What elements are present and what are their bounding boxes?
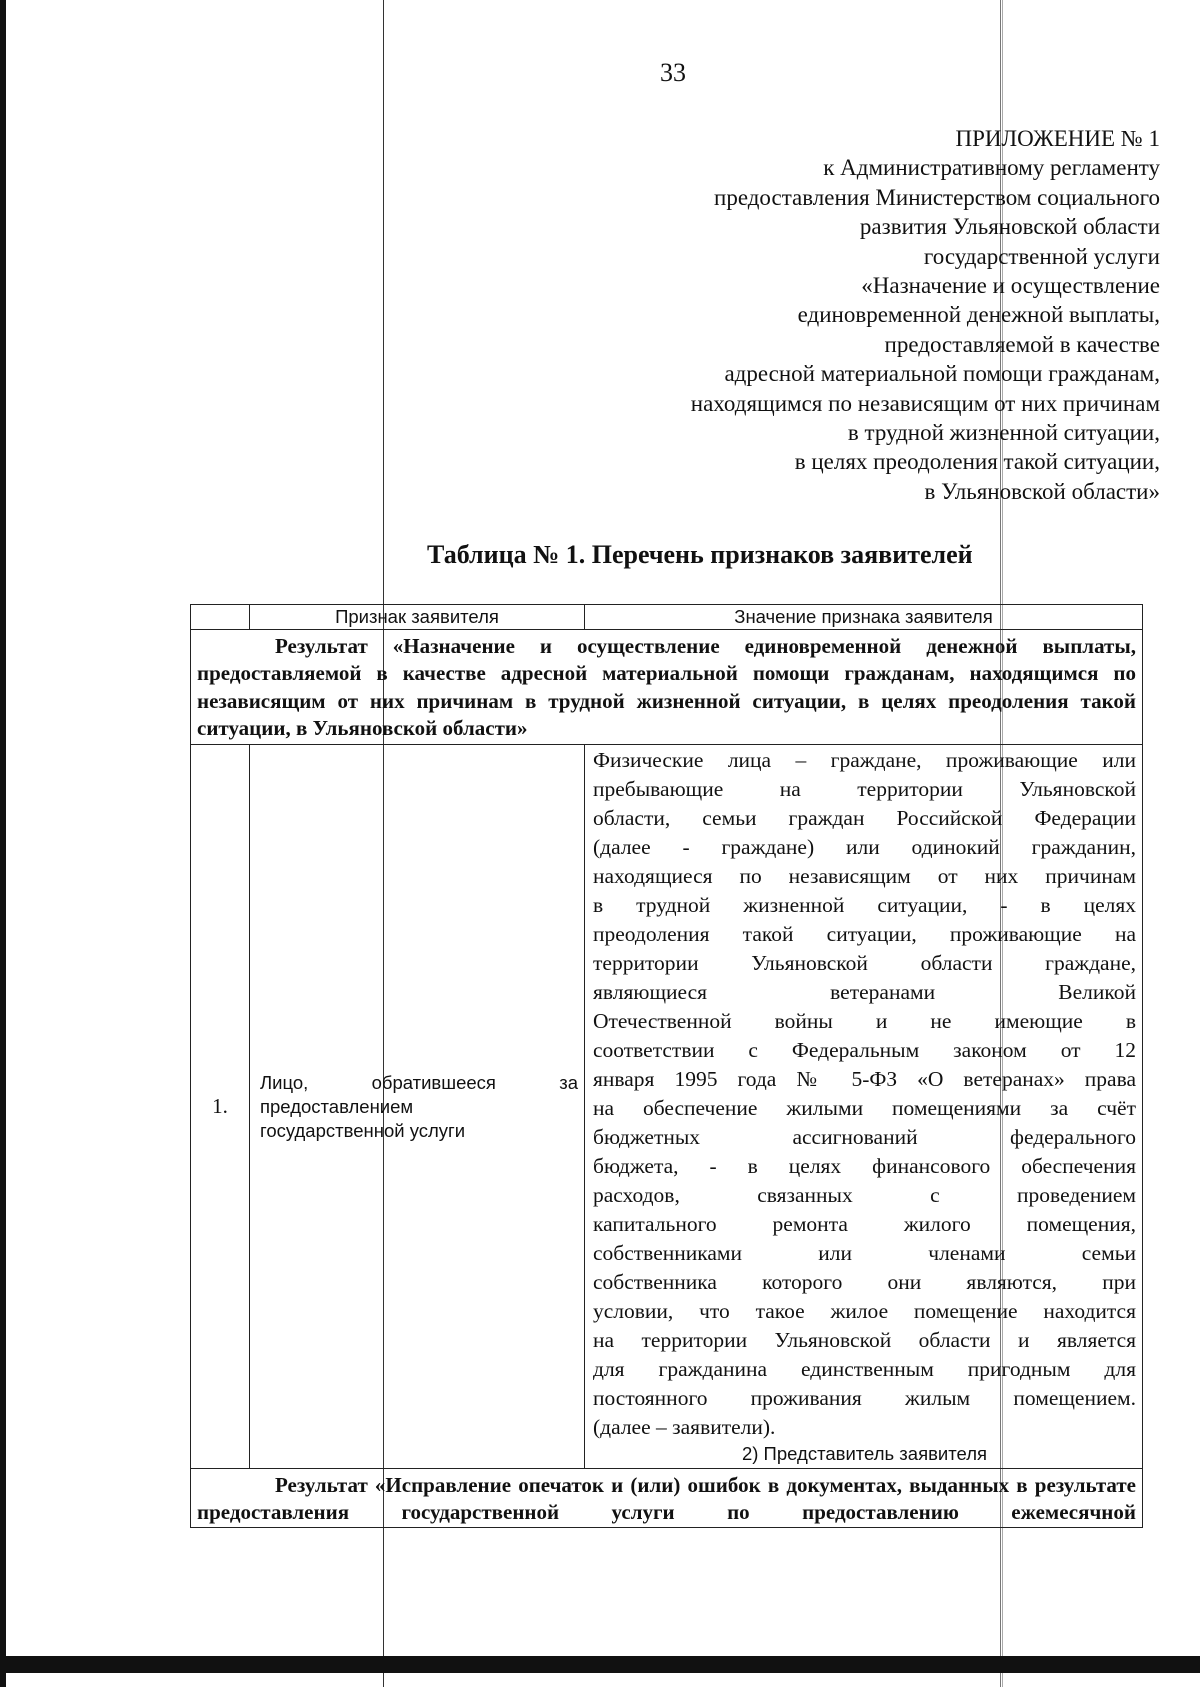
appendix-line: «Назначение и осуществление [861,273,1160,299]
applicant-line: предоставлением [260,1095,414,1117]
value-line: бюджетных ассигнований федерального [593,1125,1136,1150]
applicant-line [260,1071,578,1095]
appendix-line: находящимся по независящим от них причинам [690,390,1160,416]
appendix-line: ПРИЛОЖЕНИЕ № 1 [955,126,1160,151]
header-cell-feature: Признак заявителя [250,605,585,630]
value-line: условии, что такое жилое помещение находится [593,1299,1136,1324]
appendix-header [540,124,1160,506]
value-line: находящиеся по независящим от них причинам [593,864,1136,889]
appendix-line: предоставления Министерством социального [714,184,1160,210]
result-heading: Результат «Назначение и осуществление единовременной денежной выплаты, предоставляемой в качестве адресной материальной помощи гражданам, находящимся по независящим от них причинам в трудной жизненной ситуации, в целях преодоления такой ситуации, в Ульяновской области» [191,630,1143,745]
value-line: расходов, связанных с проведением [593,1183,1136,1208]
header-cell-value: Значение признака заявителя [585,605,1143,630]
appendix-line: развития Ульяновской области [859,214,1160,240]
appendix-line: адресной материальной помощи гражданам, [724,361,1160,387]
value-line: (далее - граждане) или одинокий гражданин, [593,835,1136,860]
value-line: бюджета, - в целях финансового обеспечения [593,1154,1136,1179]
value-line: (далее – заявители). [593,1415,776,1440]
appendix-line: в целях преодоления такой ситуации, [794,449,1160,475]
value-line: Физические лица – граждане, проживающие или [593,748,1136,773]
representative-label: 2) Представитель заявителя [741,1443,988,1465]
applicant-word: Лицо, [260,1071,309,1093]
applicant-features-table [190,604,1143,1528]
appendix-line: единовременной денежной выплаты, [797,302,1160,328]
value-line: пребывающие на территории Ульяновской [593,777,1136,802]
feature-value-cell [585,745,1143,1469]
value-line: на территории Ульяновской области и является [593,1328,1136,1353]
page-number: 33 [660,58,686,87]
header-cell-number [191,605,250,630]
value-line: для гражданина единственным пригодным для [593,1357,1136,1382]
applicant-line: государственной услуги [260,1119,466,1141]
value-line: января 1995 года № 5-ФЗ «О ветеранах» права [593,1067,1136,1092]
appendix-line: в трудной жизненной ситуации, [847,420,1160,446]
applicant-word: обратившееся [371,1071,496,1093]
value-line: преодоления такой ситуации, проживающие на [593,922,1136,947]
applicant-word: за [559,1071,578,1093]
value-line: на обеспечение жилыми помещениями за счёт [593,1096,1136,1121]
appendix-line: предоставляемой в качестве [884,331,1160,357]
scan-edge-left [0,0,6,1687]
table-header-row [191,605,1143,630]
value-line: Отечественной войны и не имеющие в [593,1009,1136,1034]
value-line: территории Ульяновской области граждане, [593,951,1136,976]
value-line: постоянного проживания жилым помещением. [593,1386,1136,1411]
appendix-line: в Ульяновской области» [924,478,1160,504]
scan-edge-bottom [0,1656,1200,1673]
row-number: 1. [191,745,250,1469]
value-line: области, семьи граждан Российской Федерации [593,806,1136,831]
value-line: являющиеся ветеранами Великой [593,980,1136,1005]
table-title: Таблица № 1. Перечень признаков заявителей [427,540,973,569]
appendix-line: к Административному регламенту [823,155,1160,181]
appendix-line: государственной услуги [923,243,1160,269]
value-line: соответствии с Федеральным законом от 12 [593,1038,1136,1063]
value-line: собственниками или членами семьи [593,1241,1136,1266]
result-row [191,1469,1143,1528]
value-line: капитального ремонта жилого помещения, [593,1212,1136,1237]
applicant-feature-cell [250,745,585,1469]
value-line: в трудной жизненной ситуации, - в целях [593,893,1136,918]
result-heading: Результат «Исправление опечаток и (или) ошибок в документах, выданных в результате предоставления государственной услуги по предоставлению ежемесячной [191,1469,1143,1528]
table-row [191,745,1143,1469]
result-row [191,630,1143,745]
value-line: собственника которого они являются, при [593,1270,1136,1295]
